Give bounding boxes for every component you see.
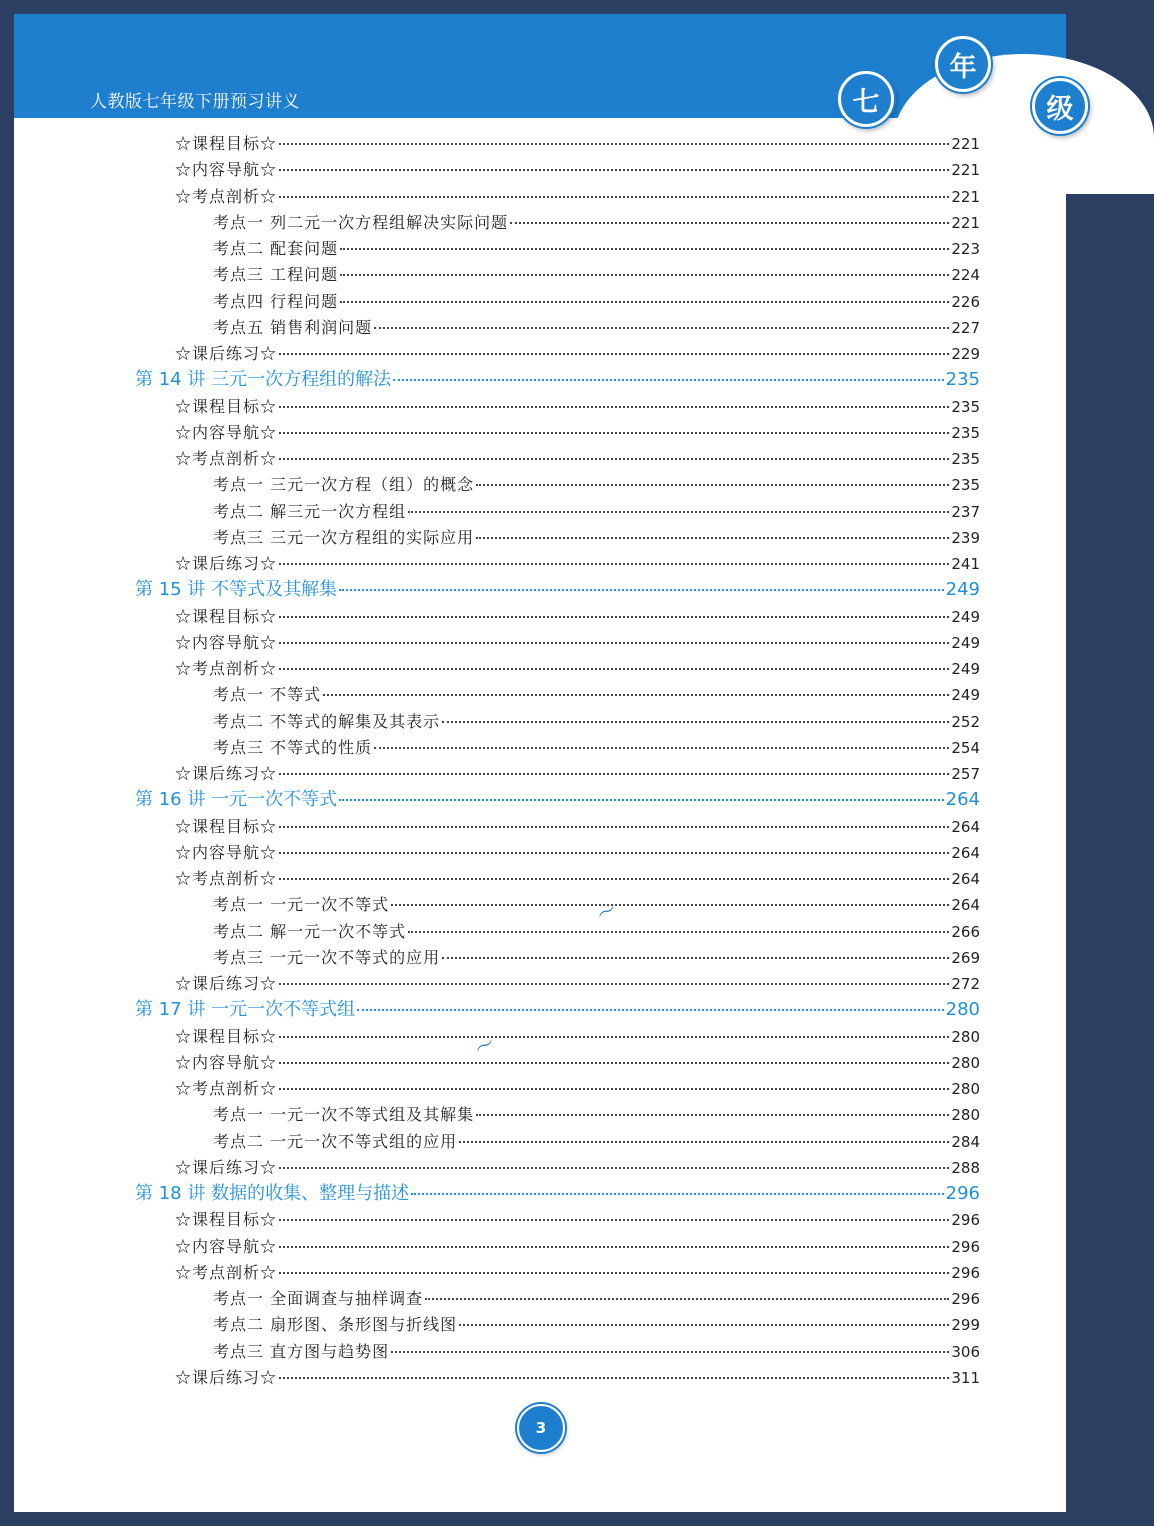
toc-section-row[interactable]: [175, 1208, 980, 1232]
toc-page-number: 221: [951, 161, 980, 180]
toc-page-number: 296: [951, 1237, 980, 1256]
watermark-mark: 〜: [591, 896, 622, 928]
toc-page-number: 311: [951, 1368, 980, 1387]
toc-label: ☆考点剖析☆: [175, 869, 278, 888]
toc-leader-dots: [279, 1218, 949, 1221]
toc-section-row[interactable]: [175, 132, 980, 156]
toc-label: 考点三 工程问题: [213, 265, 339, 285]
toc-leader-dots: [279, 825, 949, 828]
toc-page-number: 269: [951, 948, 980, 967]
toc-point-row[interactable]: [213, 710, 980, 734]
table-of-contents: [14, 14, 1066, 1512]
toc-page-number: 235: [951, 423, 980, 442]
toc-page-number: 249: [951, 607, 980, 626]
toc-page-number: 235: [951, 476, 980, 495]
toc-label: 第 16 讲 一元一次不等式: [135, 789, 338, 811]
toc-section-row[interactable]: [175, 1051, 980, 1075]
document-page: [14, 14, 1074, 1512]
toc-leader-dots: [279, 431, 949, 434]
toc-label: ☆课程目标☆: [175, 134, 278, 153]
toc-section-row[interactable]: [175, 605, 980, 629]
toc-leader-dots: [279, 1035, 949, 1038]
toc-leader-dots: [340, 247, 949, 250]
toc-leader-dots: [279, 1061, 949, 1064]
toc-label: 第 15 讲 不等式及其解集: [135, 579, 338, 601]
toc-label: 第 18 讲 数据的收集、整理与描述: [135, 1183, 410, 1204]
toc-point-row[interactable]: [213, 526, 980, 550]
toc-page-number: 235: [951, 397, 980, 416]
toc-page-number: 237: [951, 502, 980, 521]
toc-section-row[interactable]: [175, 762, 980, 786]
toc-label: 第 17 讲 一元一次不等式组: [135, 999, 356, 1021]
toc-label: 考点一 全面调查与抽样调查: [213, 1289, 424, 1308]
toc-leader-dots: [279, 877, 949, 880]
toc-leader-dots: [393, 378, 944, 381]
toc-leader-dots: [279, 1245, 949, 1248]
toc-leader-dots: [411, 1192, 944, 1195]
toc-page-number: 299: [951, 1316, 980, 1335]
toc-label: ☆内容导航☆: [175, 632, 278, 652]
toc-page-number: 296: [951, 1263, 980, 1282]
toc-section-row[interactable]: [175, 158, 980, 182]
toc-label: ☆考点剖析☆: [175, 659, 278, 678]
toc-label: 考点二 扇形图、条形图与折线图: [213, 1315, 458, 1335]
toc-page-number: 272: [951, 975, 980, 993]
toc-page-number: 280: [945, 999, 980, 1021]
toc-section-row[interactable]: [175, 867, 980, 891]
toc-point-row[interactable]: [213, 473, 980, 497]
toc-page-number: 241: [951, 555, 980, 573]
toc-leader-dots: [510, 221, 949, 224]
toc-point-row[interactable]: [213, 263, 980, 287]
toc-label: 考点一 一元一次不等式: [213, 895, 390, 915]
toc-leader-dots: [279, 1087, 949, 1090]
toc-page-number: 264: [951, 896, 980, 915]
toc-leader-dots: [425, 1297, 949, 1300]
toc-leader-dots: [279, 457, 949, 460]
toc-label: ☆课后练习☆: [175, 974, 278, 993]
toc-section-row[interactable]: [175, 841, 980, 865]
toc-page-number: 249: [945, 579, 980, 601]
toc-section-row[interactable]: [175, 1366, 980, 1390]
book-title: 人教版七年级下册预习讲义: [90, 92, 300, 112]
toc-chapter-row[interactable]: [135, 788, 980, 812]
toc-point-row[interactable]: [213, 316, 980, 340]
toc-section-row[interactable]: [175, 552, 980, 576]
toc-section-row[interactable]: [175, 447, 980, 471]
toc-section-row[interactable]: [175, 1156, 980, 1180]
toc-page-number: 223: [951, 240, 980, 258]
toc-page-number: 239: [951, 528, 980, 547]
toc-section-row[interactable]: [175, 972, 980, 996]
toc-page-number: 264: [951, 843, 980, 862]
toc-page-number: 221: [951, 187, 980, 206]
toc-leader-dots: [459, 1323, 949, 1326]
toc-point-row[interactable]: [213, 1103, 980, 1127]
toc-label: ☆内容导航☆: [175, 842, 278, 862]
toc-leader-dots: [391, 903, 949, 906]
toc-label: 考点一 一元一次不等式组及其解集: [213, 1105, 475, 1125]
toc-label: ☆考点剖析☆: [175, 186, 278, 206]
toc-leader-dots: [442, 956, 949, 959]
toc-leader-dots: [374, 746, 949, 749]
toc-label: ☆课后练习☆: [175, 344, 278, 363]
toc-leader-dots: [339, 588, 944, 591]
toc-page-number: 249: [951, 633, 980, 652]
toc-page-number: 249: [951, 660, 980, 678]
toc-leader-dots: [374, 326, 949, 329]
toc-page-number: 229: [951, 345, 980, 363]
toc-leader-dots: [476, 536, 949, 539]
toc-point-row[interactable]: [213, 290, 980, 314]
toc-section-row[interactable]: [175, 815, 980, 839]
toc-point-row[interactable]: [213, 683, 980, 707]
toc-page-number: 280: [951, 1053, 980, 1072]
toc-chapter-row[interactable]: [135, 368, 980, 392]
toc-page-number: 264: [945, 789, 980, 811]
toc-leader-dots: [279, 982, 949, 985]
toc-label: ☆内容导航☆: [175, 1052, 278, 1072]
toc-label: 考点一 不等式: [213, 685, 322, 705]
toc-label: 考点三 直方图与趋势图: [213, 1341, 390, 1361]
toc-page-number: 288: [951, 1158, 980, 1177]
toc-label: 考点二 不等式的解集及其表示: [213, 711, 441, 731]
toc-label: 考点一 列二元一次方程组解决实际问题: [213, 212, 509, 232]
toc-label: 考点二 配套问题: [213, 239, 339, 258]
toc-label: 考点三 不等式的性质: [213, 737, 373, 757]
toc-point-row[interactable]: [213, 946, 980, 970]
toc-section-row[interactable]: [175, 657, 980, 681]
toc-page-number: 280: [951, 1080, 980, 1098]
toc-label: ☆考点剖析☆: [175, 1079, 278, 1098]
toc-leader-dots: [357, 1008, 944, 1011]
toc-leader-dots: [279, 352, 949, 355]
toc-page-number: 221: [951, 135, 980, 153]
toc-label: ☆内容导航☆: [175, 1236, 278, 1256]
toc-label: 考点二 解三元一次方程组: [213, 501, 407, 521]
toc-label: ☆课程目标☆: [175, 1210, 278, 1230]
toc-section-row[interactable]: [175, 185, 980, 209]
toc-leader-dots: [279, 1166, 949, 1169]
toc-leader-dots: [279, 667, 949, 670]
toc-leader-dots: [279, 142, 949, 145]
toc-page-number: 296: [951, 1211, 980, 1230]
toc-leader-dots: [340, 273, 949, 276]
toc-leader-dots: [279, 562, 949, 565]
toc-leader-dots: [279, 615, 949, 618]
toc-point-row[interactable]: [213, 1130, 980, 1154]
toc-label: 考点二 一元一次不等式组的应用: [213, 1131, 458, 1151]
toc-page-number: 224: [951, 266, 980, 285]
toc-leader-dots: [339, 798, 944, 801]
toc-label: ☆内容导航☆: [175, 422, 278, 442]
toc-page-number: 221: [951, 213, 980, 232]
toc-section-row[interactable]: [175, 342, 980, 366]
toc-point-row[interactable]: [213, 237, 980, 261]
toc-point-row[interactable]: [213, 500, 980, 524]
toc-leader-dots: [279, 195, 949, 198]
toc-section-row[interactable]: [175, 1235, 980, 1259]
toc-leader-dots: [279, 168, 949, 171]
toc-leader-dots: [323, 693, 949, 696]
toc-label: ☆课程目标☆: [175, 816, 278, 836]
toc-point-row[interactable]: [213, 1340, 980, 1364]
toc-section-row[interactable]: [175, 1025, 980, 1049]
toc-label: 考点二 解一元一次不等式: [213, 921, 407, 941]
toc-leader-dots: [476, 1113, 949, 1116]
toc-leader-dots: [442, 720, 949, 723]
grade-badge-ji: 级: [1032, 78, 1088, 134]
toc-label: ☆课程目标☆: [175, 606, 278, 626]
grade-badge-nian: 年: [935, 36, 991, 92]
toc-label: ☆考点剖析☆: [175, 1262, 278, 1282]
toc-leader-dots: [279, 1376, 949, 1379]
toc-leader-dots: [391, 1350, 949, 1353]
toc-label: ☆课后练习☆: [175, 554, 278, 573]
toc-point-row[interactable]: [213, 211, 980, 235]
toc-leader-dots: [279, 1271, 949, 1274]
toc-page-number: 264: [951, 817, 980, 836]
toc-page-number: 296: [951, 1290, 980, 1308]
toc-point-row[interactable]: [213, 1313, 980, 1337]
toc-page-number: 235: [951, 450, 980, 468]
toc-label: ☆课程目标☆: [175, 396, 278, 416]
toc-chapter-row[interactable]: [135, 578, 980, 602]
toc-section-row[interactable]: [175, 1261, 980, 1285]
toc-label: ☆课程目标☆: [175, 1026, 278, 1046]
toc-label: 第 14 讲 三元一次方程组的解法: [135, 369, 392, 391]
toc-leader-dots: [279, 405, 949, 408]
toc-page-number: 227: [951, 318, 980, 337]
toc-page-number: 306: [951, 1342, 980, 1361]
toc-label: 考点三 三元一次方程组的实际应用: [213, 527, 475, 547]
toc-page-number: 257: [951, 765, 980, 783]
toc-chapter-row[interactable]: [135, 998, 980, 1022]
toc-leader-dots: [476, 483, 949, 486]
watermark-mark: 〜: [469, 1030, 500, 1062]
toc-page-number: 296: [945, 1183, 980, 1204]
toc-leader-dots: [340, 300, 949, 303]
toc-label: ☆考点剖析☆: [175, 449, 278, 468]
toc-point-row[interactable]: [213, 736, 980, 760]
toc-label: ☆课后练习☆: [175, 1367, 278, 1387]
toc-section-row[interactable]: [175, 631, 980, 655]
toc-page-number: 284: [951, 1132, 980, 1151]
toc-section-row[interactable]: [175, 1077, 980, 1101]
toc-leader-dots: [279, 772, 949, 775]
grade-badge-qi: 七: [838, 71, 894, 127]
toc-label: 考点一 三元一次方程（组）的概念: [213, 475, 475, 495]
toc-page-number: 249: [951, 686, 980, 705]
toc-label: ☆课后练习☆: [175, 1157, 278, 1177]
toc-section-row[interactable]: [175, 395, 980, 419]
toc-label: 考点四 行程问题: [213, 291, 339, 311]
toc-label: ☆内容导航☆: [175, 160, 278, 180]
toc-label: 考点五 销售利润问题: [213, 317, 373, 337]
toc-leader-dots: [459, 1140, 949, 1143]
toc-section-row[interactable]: [175, 421, 980, 445]
page-number: 3: [517, 1404, 565, 1452]
toc-page-number: 226: [951, 292, 980, 311]
toc-page-number: 254: [951, 738, 980, 757]
toc-page-number: 280: [951, 1106, 980, 1125]
toc-label: ☆课后练习☆: [175, 764, 278, 783]
toc-point-row[interactable]: [213, 920, 980, 944]
toc-page-number: 252: [951, 712, 980, 731]
toc-point-row[interactable]: [213, 1287, 980, 1311]
toc-page-number: 235: [945, 369, 980, 391]
toc-leader-dots: [408, 510, 949, 513]
toc-leader-dots: [279, 851, 949, 854]
toc-chapter-row[interactable]: [135, 1182, 980, 1206]
toc-page-number: 266: [951, 922, 980, 941]
toc-leader-dots: [279, 641, 949, 644]
toc-leader-dots: [408, 930, 949, 933]
toc-label: 考点三 一元一次不等式的应用: [213, 947, 441, 967]
toc-page-number: 280: [951, 1027, 980, 1046]
toc-page-number: 264: [951, 870, 980, 888]
